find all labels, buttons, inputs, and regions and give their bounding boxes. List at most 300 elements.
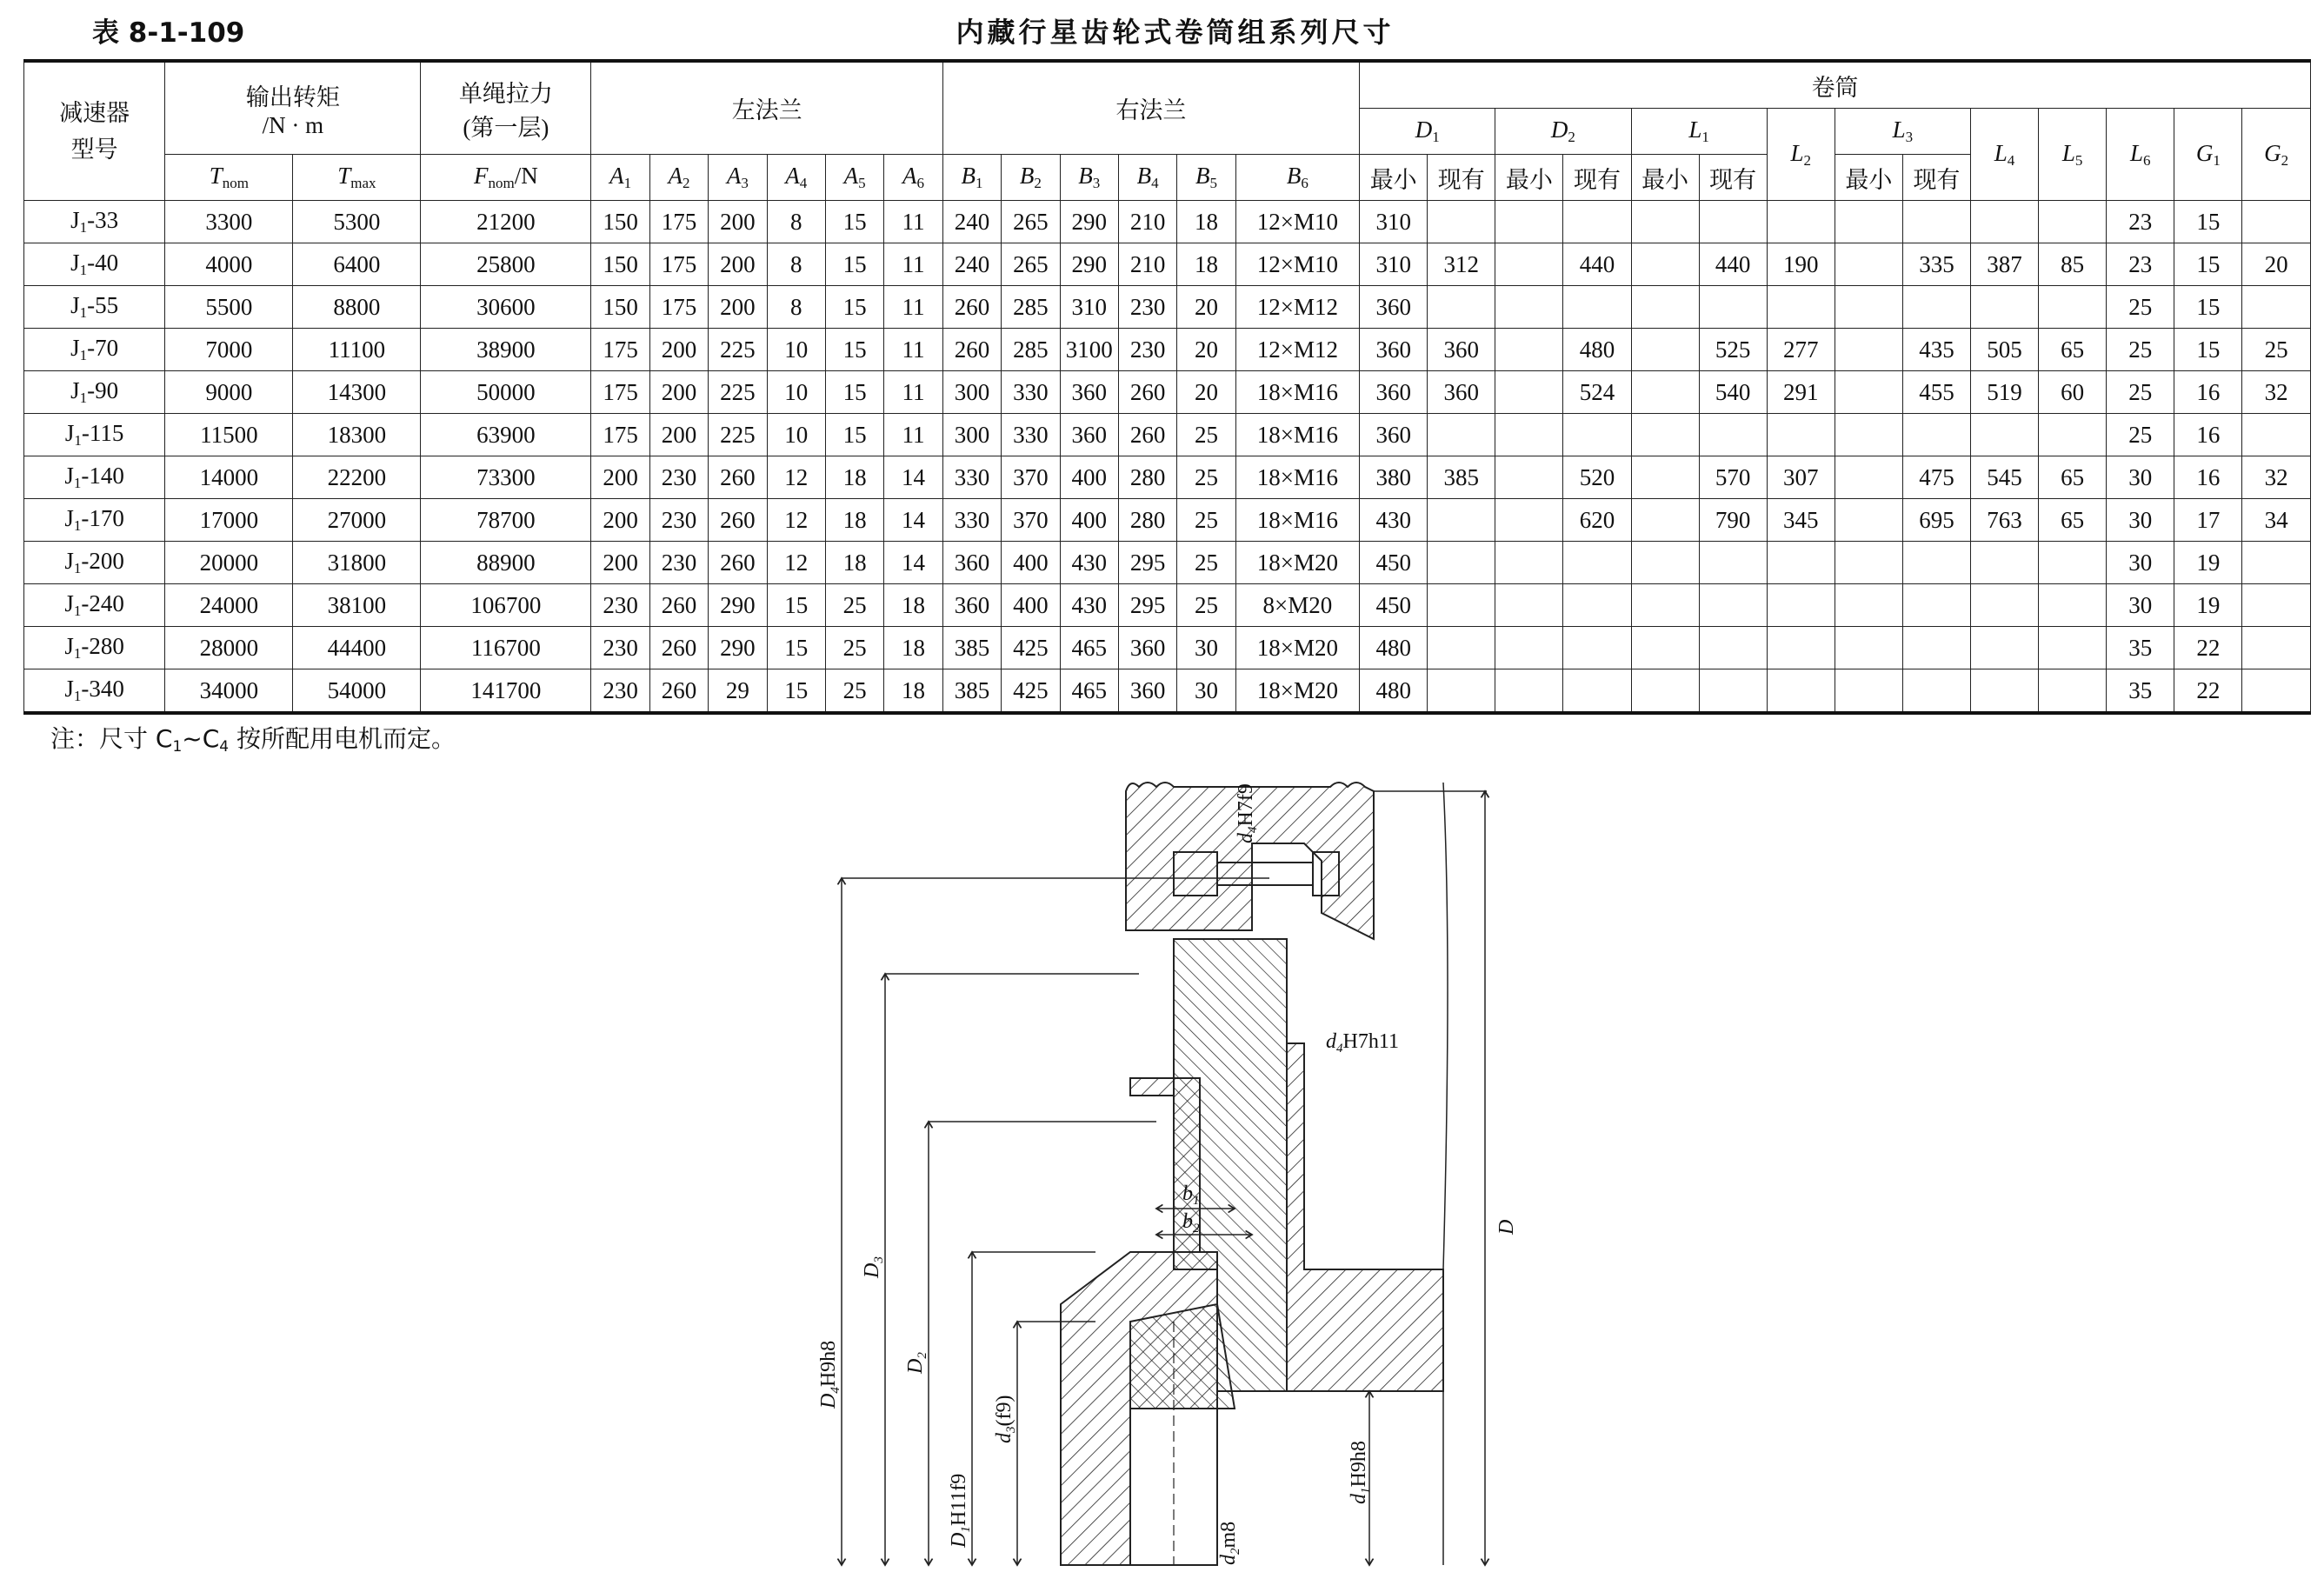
label-b2: $b_2$	[1182, 1210, 1200, 1236]
table-cell: 440	[1563, 243, 1631, 286]
table-cell: 200	[649, 371, 708, 414]
table-cell	[1631, 499, 1699, 542]
table-cell: 141700	[421, 669, 591, 714]
table-cell: 265	[1002, 243, 1060, 286]
model-cell: $J_1-115$	[24, 414, 165, 456]
table-cell	[1902, 669, 1970, 714]
dimension-table	[23, 59, 2311, 715]
label-D2: $D_2$	[904, 1352, 929, 1374]
table-cell	[1631, 243, 1699, 286]
label-d4-top: $d_4H7f9$	[1235, 783, 1260, 843]
table-cell: 20	[1177, 286, 1235, 329]
label-d1: $d_1H9h8$	[1348, 1441, 1373, 1504]
table-cell	[1699, 286, 1767, 329]
table-cell: 18	[884, 584, 942, 627]
table-cell	[1970, 414, 2038, 456]
table-cell: 290	[1060, 243, 1118, 286]
table-cell: 12×M10	[1235, 243, 1360, 286]
table-cell: 65	[2039, 456, 2107, 499]
table-cell: 29	[709, 669, 767, 714]
table-cell	[1495, 329, 1563, 371]
table-cell	[1428, 542, 1495, 584]
table-cell: 430	[1060, 542, 1118, 584]
table-cell: 200	[591, 456, 649, 499]
table-cell: 12	[767, 456, 825, 499]
label-D3: $D_3$	[861, 1256, 886, 1278]
header-A4: $A_4$	[767, 155, 825, 201]
header-A3: $A_3$	[709, 155, 767, 201]
table-cell: 175	[591, 371, 649, 414]
header-L1: $L_1$	[1631, 109, 1767, 155]
table-cell	[1563, 584, 1631, 627]
table-cell	[1902, 627, 1970, 669]
table-cell: 230	[1118, 286, 1176, 329]
table-cell: 38900	[421, 329, 591, 371]
table-cell: 8	[767, 201, 825, 243]
table-cell	[1631, 669, 1699, 714]
table-cell: 695	[1902, 499, 1970, 542]
header-L4: $L_4$	[1970, 109, 2038, 201]
table-cell: 8	[767, 243, 825, 286]
model-cell: $J_1-200$	[24, 542, 165, 584]
table-cell: 400	[1002, 542, 1060, 584]
table-cell: 400	[1060, 499, 1118, 542]
table-cell: 65	[2039, 329, 2107, 371]
header-Tmax: $T_{max}$	[293, 155, 421, 201]
table-row	[24, 542, 2311, 584]
table-cell: 430	[1360, 499, 1428, 542]
table-cell	[2039, 286, 2107, 329]
header-L3-min: 最小	[1835, 155, 1902, 201]
table-note: 注：尺寸 $C_1\sim C_4$ 按所配用电机而定。	[50, 724, 456, 756]
table-cell: 295	[1118, 584, 1176, 627]
table-cell: 150	[591, 201, 649, 243]
table-cell: 520	[1563, 456, 1631, 499]
table-cell: 210	[1118, 201, 1176, 243]
table-cell: 23	[2107, 243, 2174, 286]
table-cell: 12	[767, 542, 825, 584]
table-cell	[1767, 669, 1835, 714]
table-cell: 18	[884, 627, 942, 669]
table-cell: 16	[2174, 456, 2242, 499]
table-cell	[1428, 669, 1495, 714]
table-cell: 230	[591, 584, 649, 627]
table-cell: 360	[1118, 669, 1176, 714]
table-cell	[1563, 669, 1631, 714]
table-cell: 10	[767, 414, 825, 456]
header-L1-current: 现有	[1699, 155, 1767, 201]
table-cell: 28000	[165, 627, 293, 669]
table-cell	[1699, 669, 1767, 714]
header-right-flange: 右法兰	[942, 61, 1359, 155]
table-cell: 30600	[421, 286, 591, 329]
table-cell: 285	[1002, 329, 1060, 371]
table-cell: 18	[825, 499, 883, 542]
table-cell: 15	[825, 414, 883, 456]
table-cell: 200	[649, 414, 708, 456]
header-G1: $G_1$	[2174, 109, 2242, 201]
table-cell	[1631, 329, 1699, 371]
table-cell: 260	[649, 627, 708, 669]
table-cell: 3100	[1060, 329, 1118, 371]
table-cell: 8800	[293, 286, 421, 329]
table-cell: 175	[591, 329, 649, 371]
table-cell: 88900	[421, 542, 591, 584]
table-cell	[1631, 371, 1699, 414]
table-cell: 18300	[293, 414, 421, 456]
header-A5: $A_5$	[825, 155, 883, 201]
table-cell: 360	[1428, 371, 1495, 414]
table-cell: 480	[1360, 669, 1428, 714]
table-cell	[1495, 456, 1563, 499]
table-cell: 175	[649, 243, 708, 286]
table-cell: 360	[942, 584, 1001, 627]
table-cell: 18×M20	[1235, 669, 1360, 714]
table-cell: 385	[942, 627, 1001, 669]
table-cell	[2242, 584, 2311, 627]
table-cell: 175	[591, 414, 649, 456]
table-cell: 260	[649, 584, 708, 627]
table-cell	[1835, 243, 1902, 286]
table-cell: 106700	[421, 584, 591, 627]
table-cell: 380	[1360, 456, 1428, 499]
table-cell: 25	[825, 669, 883, 714]
table-cell: 763	[1970, 499, 2038, 542]
table-cell	[1495, 286, 1563, 329]
table-cell: 225	[709, 329, 767, 371]
header-B3: $B_3$	[1060, 155, 1118, 201]
table-cell: 12×M10	[1235, 201, 1360, 243]
table-cell	[1970, 669, 2038, 714]
table-cell: 480	[1360, 627, 1428, 669]
table-cell: 25800	[421, 243, 591, 286]
table-cell: 370	[1002, 456, 1060, 499]
table-cell: 25	[1177, 499, 1235, 542]
label-d2: $d_2m8$	[1217, 1521, 1242, 1565]
table-cell: 545	[1970, 456, 2038, 499]
table-cell: 11500	[165, 414, 293, 456]
table-row	[24, 286, 2311, 329]
table-cell: 360	[1360, 329, 1428, 371]
table-cell: 260	[649, 669, 708, 714]
table-cell: 35	[2107, 627, 2174, 669]
table-cell: 25	[825, 584, 883, 627]
table-cell: 310	[1360, 243, 1428, 286]
table-cell: 312	[1428, 243, 1495, 286]
table-cell	[1631, 201, 1699, 243]
table-cell: 11100	[293, 329, 421, 371]
model-cell: $J_1-40$	[24, 243, 165, 286]
table-cell: 15	[825, 201, 883, 243]
table-cell: 25	[2107, 329, 2174, 371]
table-cell	[2039, 627, 2107, 669]
table-cell: 15	[2174, 243, 2242, 286]
table-cell: 63900	[421, 414, 591, 456]
table-cell: 20000	[165, 542, 293, 584]
table-cell: 210	[1118, 243, 1176, 286]
table-cell: 230	[649, 542, 708, 584]
label-d3: $d_3(f9)$	[993, 1395, 1018, 1443]
table-cell: 260	[942, 329, 1001, 371]
table-cell: 480	[1563, 329, 1631, 371]
table-cell: 8×M20	[1235, 584, 1360, 627]
model-cell: $J_1-280$	[24, 627, 165, 669]
table-cell	[1631, 584, 1699, 627]
table-cell	[1767, 286, 1835, 329]
table-cell: 200	[591, 542, 649, 584]
table-cell: 25	[1177, 542, 1235, 584]
table-cell	[2039, 669, 2107, 714]
table-cell: 430	[1060, 584, 1118, 627]
table-cell: 465	[1060, 627, 1118, 669]
table-cell: 230	[591, 627, 649, 669]
table-cell	[1699, 201, 1767, 243]
table-cell	[1835, 286, 1902, 329]
table-cell: 25	[2107, 371, 2174, 414]
table-cell: 30	[1177, 669, 1235, 714]
table-cell: 44400	[293, 627, 421, 669]
table-cell: 18	[825, 542, 883, 584]
table-cell: 16	[2174, 371, 2242, 414]
table-cell: 17	[2174, 499, 2242, 542]
table-cell: 570	[1699, 456, 1767, 499]
table-cell: 475	[1902, 456, 1970, 499]
header-torque-unit: /N · m	[262, 111, 324, 138]
header-A2: $A_2$	[649, 155, 708, 201]
header-tension-note: (第一层)	[463, 114, 549, 141]
header-B6: $B_6$	[1235, 155, 1360, 201]
table-row	[24, 499, 2311, 542]
table-cell: 280	[1118, 499, 1176, 542]
header-torque	[165, 61, 421, 155]
header-L6: $L_6$	[2107, 109, 2174, 201]
table-cell: 400	[1060, 456, 1118, 499]
table-cell: 11	[884, 243, 942, 286]
table-cell: 519	[1970, 371, 2038, 414]
table-cell	[1428, 584, 1495, 627]
table-cell	[1767, 542, 1835, 584]
table-cell: 4000	[165, 243, 293, 286]
header-B2: $B_2$	[1002, 155, 1060, 201]
table-cell: 22	[2174, 627, 2242, 669]
table-header	[24, 61, 2311, 201]
table-cell	[1428, 201, 1495, 243]
table-cell	[1970, 542, 2038, 584]
table-cell	[1767, 627, 1835, 669]
table-cell	[1767, 584, 1835, 627]
table-cell: 200	[709, 201, 767, 243]
table-row	[24, 243, 2311, 286]
table-cell	[1835, 329, 1902, 371]
table-cell: 525	[1699, 329, 1767, 371]
table-cell: 11	[884, 329, 942, 371]
table-cell: 24000	[165, 584, 293, 627]
table-cell: 18×M16	[1235, 456, 1360, 499]
table-cell	[1495, 371, 1563, 414]
table-cell: 240	[942, 243, 1001, 286]
table-cell	[1835, 669, 1902, 714]
header-L3: $L_3$	[1835, 109, 1970, 155]
table-cell: 360	[1360, 414, 1428, 456]
table-cell: 260	[1118, 371, 1176, 414]
table-cell: 21200	[421, 201, 591, 243]
table-cell: 15	[2174, 286, 2242, 329]
table-cell	[1835, 627, 1902, 669]
table-cell	[2242, 542, 2311, 584]
table-cell: 18	[884, 669, 942, 714]
table-cell: 260	[709, 542, 767, 584]
table-cell	[1495, 201, 1563, 243]
table-cell: 240	[942, 201, 1001, 243]
table-cell: 9000	[165, 371, 293, 414]
table-row	[24, 371, 2311, 414]
table-cell: 360	[1428, 329, 1495, 371]
table-cell: 277	[1767, 329, 1835, 371]
table-cell	[1428, 414, 1495, 456]
table-cell: 14	[884, 499, 942, 542]
table-cell: 435	[1902, 329, 1970, 371]
table-cell: 385	[942, 669, 1001, 714]
table-cell: 12×M12	[1235, 286, 1360, 329]
table-cell	[2242, 627, 2311, 669]
table-row	[24, 329, 2311, 371]
table-cell	[1970, 201, 2038, 243]
table-cell: 19	[2174, 584, 2242, 627]
table-cell: 225	[709, 371, 767, 414]
table-cell: 20	[2242, 243, 2311, 286]
table-cell: 18×M20	[1235, 542, 1360, 584]
table-cell: 265	[1002, 201, 1060, 243]
table-cell: 360	[1118, 627, 1176, 669]
table-cell: 345	[1767, 499, 1835, 542]
table-cell: 260	[1118, 414, 1176, 456]
table-cell: 10	[767, 371, 825, 414]
table-cell	[2242, 286, 2311, 329]
table-cell: 11	[884, 286, 942, 329]
table-cell	[1495, 499, 1563, 542]
table-cell: 5500	[165, 286, 293, 329]
header-D1: $D_1$	[1360, 109, 1495, 155]
table-cell	[1902, 542, 1970, 584]
table-cell: 20	[1177, 371, 1235, 414]
table-cell: 78700	[421, 499, 591, 542]
table-cell: 34	[2242, 499, 2311, 542]
table-cell: 15	[825, 329, 883, 371]
table-cell: 200	[591, 499, 649, 542]
table-cell: 790	[1699, 499, 1767, 542]
table-cell: 30	[2107, 584, 2174, 627]
table-cell	[1495, 627, 1563, 669]
table-cell: 14	[884, 456, 942, 499]
table-cell: 450	[1360, 542, 1428, 584]
table-cell: 175	[649, 286, 708, 329]
table-cell: 300	[942, 414, 1001, 456]
table-cell: 38100	[293, 584, 421, 627]
table-cell	[1563, 201, 1631, 243]
table-cell: 116700	[421, 627, 591, 669]
table-cell: 25	[2107, 414, 2174, 456]
table-cell: 14000	[165, 456, 293, 499]
model-cell: $J_1-170$	[24, 499, 165, 542]
table-cell	[1902, 584, 1970, 627]
table-cell	[2039, 201, 2107, 243]
table-cell: 18	[1177, 243, 1235, 286]
table-cell: 230	[649, 456, 708, 499]
table-cell	[1835, 414, 1902, 456]
table-cell: 295	[1118, 542, 1176, 584]
table-cell: 25	[2242, 329, 2311, 371]
header-left-flange: 左法兰	[591, 61, 942, 155]
table-cell: 505	[1970, 329, 2038, 371]
table-caption	[52, 7, 2298, 50]
table-cell	[1970, 584, 2038, 627]
table-cell: 330	[942, 456, 1001, 499]
table-cell: 14	[884, 542, 942, 584]
table-cell	[1902, 201, 1970, 243]
header-D1-current: 现有	[1428, 155, 1495, 201]
table-cell: 360	[1360, 371, 1428, 414]
table-cell	[1970, 627, 2038, 669]
model-cell: $J_1-55$	[24, 286, 165, 329]
table-cell: 230	[1118, 329, 1176, 371]
table-row	[24, 201, 2311, 243]
table-cell: 22	[2174, 669, 2242, 714]
table-cell	[1428, 499, 1495, 542]
model-cell: $J_1-240$	[24, 584, 165, 627]
table-cell: 425	[1002, 669, 1060, 714]
drum-section-drawing	[765, 783, 1518, 1565]
header-L3-current: 现有	[1902, 155, 1970, 201]
table-title: 内藏行星齿轮式卷筒组系列尺寸	[956, 16, 1395, 49]
table-row	[24, 414, 2311, 456]
table-cell	[1699, 414, 1767, 456]
table-cell: 387	[1970, 243, 2038, 286]
table-cell: 18×M16	[1235, 499, 1360, 542]
table-cell: 524	[1563, 371, 1631, 414]
table-cell: 85	[2039, 243, 2107, 286]
table-cell: 32	[2242, 456, 2311, 499]
header-tension-label: 单绳拉力	[458, 80, 553, 107]
table-cell: 310	[1060, 286, 1118, 329]
header-D2: $D_2$	[1495, 109, 1631, 155]
table-cell: 450	[1360, 584, 1428, 627]
table-cell: 11	[884, 201, 942, 243]
table-cell	[1835, 584, 1902, 627]
table-cell: 30	[2107, 542, 2174, 584]
table-cell: 18×M16	[1235, 371, 1360, 414]
table-cell: 54000	[293, 669, 421, 714]
table-cell	[1563, 286, 1631, 329]
table-cell: 335	[1902, 243, 1970, 286]
table-cell: 620	[1563, 499, 1631, 542]
table-cell: 385	[1428, 456, 1495, 499]
table-cell	[1902, 414, 1970, 456]
table-cell: 50000	[421, 371, 591, 414]
table-cell	[1428, 627, 1495, 669]
table-cell: 7000	[165, 329, 293, 371]
table-cell	[1835, 371, 1902, 414]
header-G2: $G_2$	[2242, 109, 2311, 201]
table-cell	[1970, 286, 2038, 329]
table-cell: 200	[709, 243, 767, 286]
header-D2-min: 最小	[1495, 155, 1563, 201]
table-cell: 291	[1767, 371, 1835, 414]
table-cell	[1631, 456, 1699, 499]
table-cell	[1699, 627, 1767, 669]
table-cell: 310	[1360, 201, 1428, 243]
table-cell: 280	[1118, 456, 1176, 499]
table-cell	[2242, 414, 2311, 456]
